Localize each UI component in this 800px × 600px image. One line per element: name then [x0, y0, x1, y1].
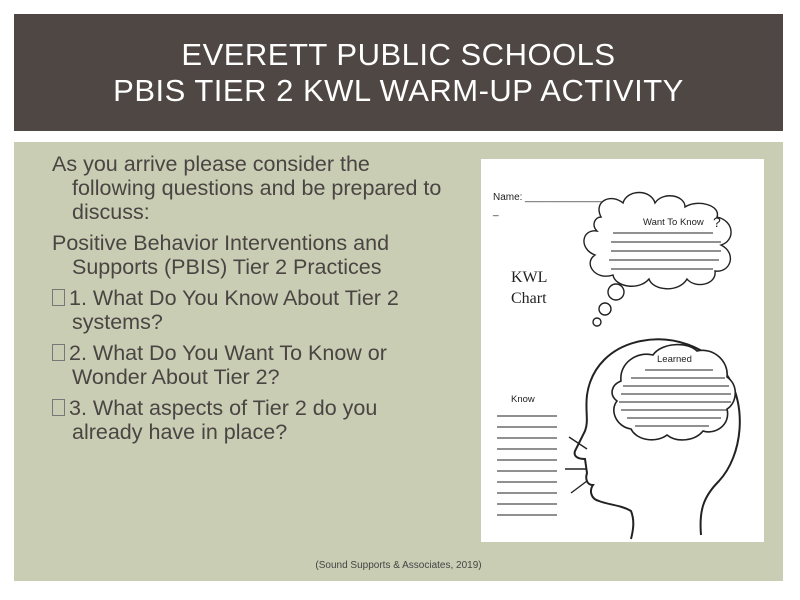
content-panel: [14, 142, 783, 581]
kwl-title-2: Chart: [511, 290, 547, 307]
intro-text: As you arrive please consider the following questions and be prepared to discuss:: [52, 152, 442, 224]
question-1-text: 1. What Do You Know About Tier 2 systems?: [69, 286, 399, 334]
name-label: Name:: [493, 192, 523, 203]
bullet-box-icon: [52, 289, 65, 306]
question-mark: ?: [713, 214, 721, 230]
question-2-text: 2. What Do You Want To Know or Wonder About Tier 2?: [69, 341, 387, 389]
question-1: [52, 286, 452, 334]
question-3: [52, 396, 452, 444]
title-line-2: PBIS TIER 2 KWL WARM-UP ACTIVITY: [113, 72, 684, 108]
citation: (Sound Supports & Associates, 2019): [315, 560, 482, 571]
topic-text: Positive Behavior Interventions and Supports (PBIS) Tier 2 Practices: [52, 231, 390, 279]
title-banner: [14, 14, 783, 131]
name-line: ______________: [525, 192, 603, 203]
learned-label: Learned: [657, 354, 692, 365]
thought-cloud-icon: [584, 193, 731, 327]
know-label: Know: [511, 394, 535, 405]
name-dash: _: [493, 206, 499, 217]
bullet-box-icon: [52, 344, 65, 361]
body-text: [52, 152, 452, 451]
kwl-title-1: KWL: [511, 269, 548, 286]
title-line-1: EVERETT PUBLIC SCHOOLS: [181, 36, 616, 72]
question-2: [52, 341, 452, 389]
kwl-worksheet-image: [481, 159, 764, 542]
know-lines: [497, 416, 557, 515]
want-to-know-label: Want To Know: [643, 217, 704, 228]
speech-marks-icon: [565, 437, 587, 493]
question-3-text: 3. What aspects of Tier 2 do you already have in place?: [69, 396, 378, 444]
bullet-box-icon: [52, 399, 65, 416]
kwl-worksheet-drawing: [481, 159, 764, 542]
